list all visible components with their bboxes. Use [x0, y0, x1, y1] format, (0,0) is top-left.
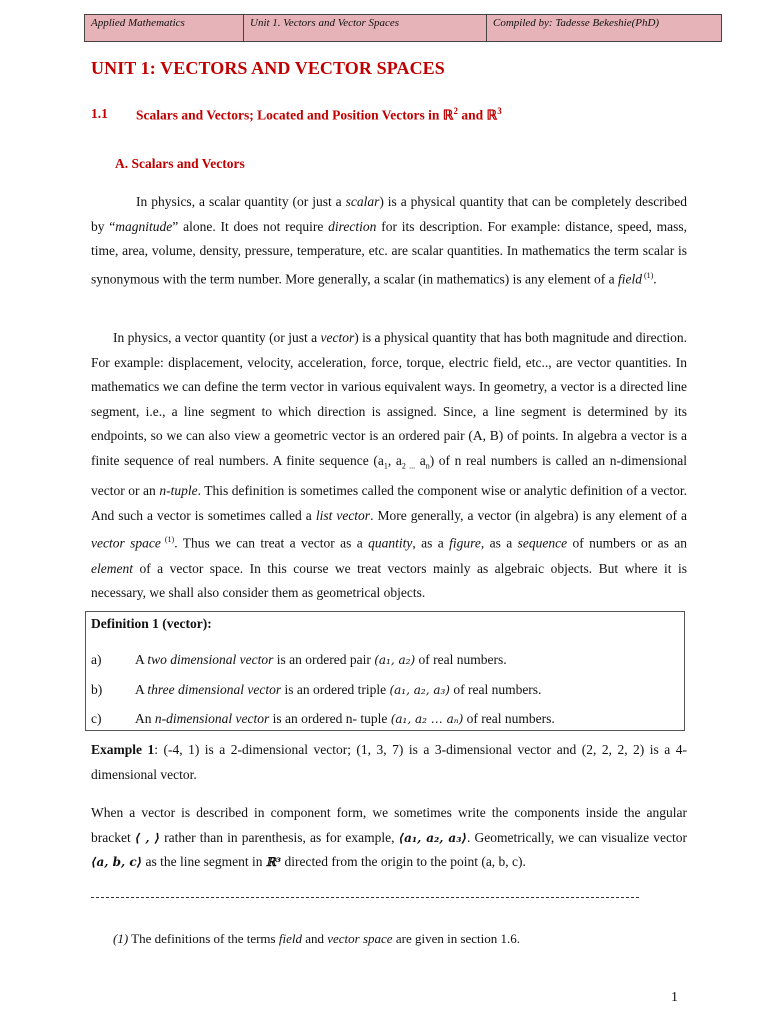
footnote-divider [91, 897, 639, 898]
paragraph-vectors: In physics, a vector quantity (or just a vector) is a physical quantity that has both magnitude and direction. For example: displacement, velocity, acceleration, force, torque, electric field, etc.., are vector quantities. In mathematics we can define the term vector in various equivalent ways. In geometry, a vector is a directed line segment, i.e., a line segment to which direction is assigned. Since, a line segment is determined by its endpoints, so we can also view a geometric vector is an ordered pair (A, B) of points. In algebra a vector is a finite sequence of real numbers. A finite sequence ($a_1$, $a_{2 ...}$ $a_n$) of n real numbers is called an n-dimensional vector or an n-tuple. This definition is sometimes called the component wise or analytic definition of a vector. And such a vector is sometimes called a list vector. More generally, a vector (in algebra) is any element of a vector space $^{(1)}$. Thus we can treat a vector as a quantity, as a figure, as a sequence of numbers or as an element of a vector space. In this course we treat vectors mainly as algebraic objects. But where it is necessary, we shall also consider them as geometrical objects. [91, 330, 688, 601]
footnote-ref[interactable]: (1) [641, 270, 654, 280]
section-title: Scalars and Vectors; Located and Position Vectors in ℝ$^2$ and ℝ$^3$ [136, 106, 502, 123]
footnote-ref[interactable]: (1) [160, 535, 175, 545]
header-author: Compiled by: Tadesse Bekeshie(PhD) [487, 15, 722, 42]
subsection-heading: A. Scalars and Vectors [115, 156, 245, 171]
section-number: 1.1 [91, 106, 108, 121]
footnote: (1) The definitions of the terms field and vector space are given in section 1.6. [113, 931, 521, 946]
running-header [84, 14, 722, 42]
paragraph-component-form: When a vector is described in component form, we sometimes write the components inside the angular bracket ⟨ , ⟩ rather than in parenthesis, as for example, ⟨a₁, a₂, a₃⟩. Geometrically, we can visualize vector ⟨a, b, c⟩ as the line segment in ℝ³ directed from the origin to the point (a, b, c). [91, 805, 687, 870]
header-subject: Applied Mathematics [85, 15, 244, 42]
definition-title: Definition 1 (vector): [91, 616, 212, 631]
example-paragraph: Example 1: (-4, 1) is a 2-dimensional vector; (1, 3, 7) is a 3-dimensional vector and (2, 2, 2, 2) is a 4-dimensional vector. [91, 742, 687, 782]
header-unit: Unit 1. Vectors and Vector Spaces [244, 15, 487, 42]
example-label: Example 1 [91, 742, 155, 757]
unit-title: UNIT 1: VECTORS AND VECTOR SPACES [91, 58, 445, 78]
definition-box: Definition 1 (vector): a) A two dimensional vector is an ordered pair (a₁, a₂) of real numbers. b) A three dimensional vector is an ordered triple (a₁, a₂, a₃) of real numbers. c) An n-dimensional vector is an ordered n- tuple (a₁, a₂ … aₙ) of real numbers. [85, 611, 685, 731]
paragraph-scalars: In physics, a scalar quantity (or just a scalar) is a physical quantity that can be completely described by “magnitude” alone. It does not require direction for its description. For example: distance, speed, mass, time, area, volume, density, pressure, temperature, etc. are scalar quantities. In mathematics the term scalar is synonymous with the term number. More generally, a scalar (in mathematics) is any element of a field $^{(1)}$. [91, 194, 687, 287]
page-number: 1 [671, 990, 678, 1005]
